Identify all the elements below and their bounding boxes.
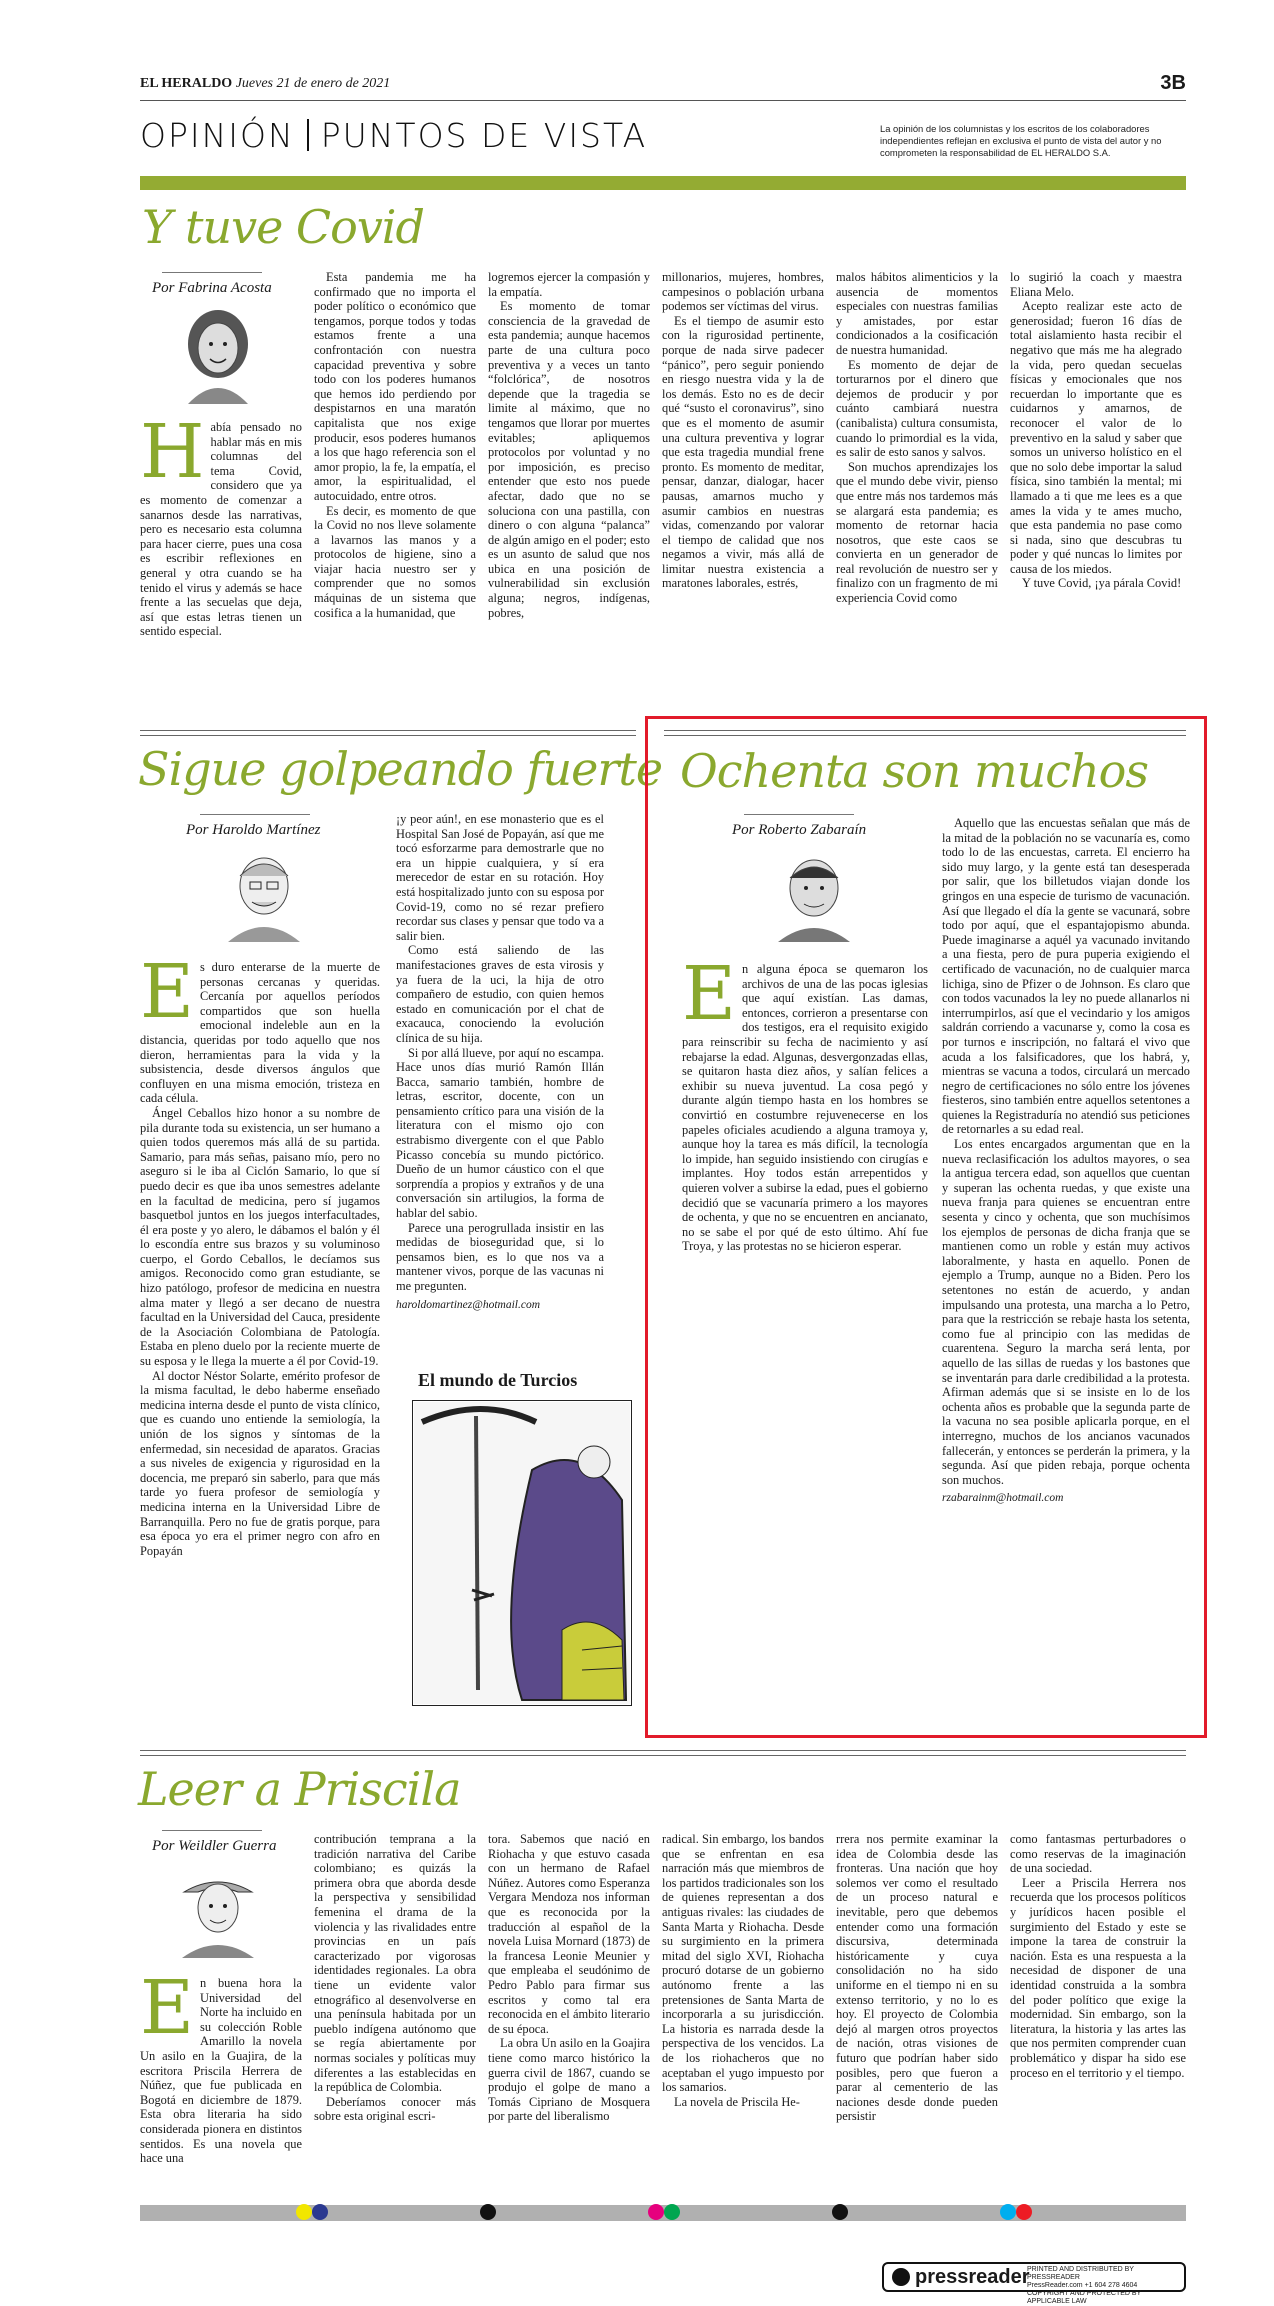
pressreader-info	[1027, 2266, 1183, 2306]
article-paragraph: como fantasmas perturbadores o como reservas de la imaginación de una sociedad.	[1010, 1832, 1186, 1876]
byline-rule	[744, 814, 854, 815]
article-paragraph: millonarios, mujeres, hombres, campesinos o población urbana podemos ser víctimas del virus.	[662, 270, 824, 314]
article-paragraph: ¡y peor aún!, en ese monasterio que es el Hospital San José de Popayán, así que me tocó esforzarme para demostrarle que no era un hippie cualquiera, y sí era merecedor de estar en su rotación. Hoy está hospitalizado junto con su esposa por Covid-19, como no sé rezar prefiero recordar sus clases y pensar que todo va a salir bien.	[396, 812, 604, 943]
press-line: PRINTED AND DISTRIBUTED BY PRESSREADER	[1027, 2266, 1134, 2281]
article-title-priscila: Leer a Priscila	[138, 1762, 461, 1816]
article-column	[682, 962, 928, 1382]
article-column	[140, 420, 302, 690]
article-column	[836, 1832, 998, 2188]
author-email[interactable]: haroldomartinez@hotmail.com	[396, 1298, 540, 1311]
registration-dot	[648, 2204, 664, 2220]
registration-dot	[480, 2204, 496, 2220]
article-paragraph: Deberíamos conocer más sobre esta original escri-	[314, 2094, 476, 2124]
article-text: n alguna época se quemaron los archivos de una de las pocas iglesias que aquí existían. Las damas, entonces, corrieron a presentarse con dos testigos, era el requisito exigido para reinscribir su fecha de nacimiento y así rebajarse la edad. Algunas, desvergonzadas ellas, se quitaron hasta diez años, y salían felices a exhibir su nueva juventud. La cosa pegó y durante algún tiempo hasta en los hombres se convirtió en costumbre rejuvenecerse en los papeles oficiales acudiendo a alguna tramoya y, aunque hoy la tarea es más difícil, la tecnología lo impide, han seguido insistiendo con cirugías e implantes. Hoy todos están arrepentidos y quieren volver a subirse la edad, pues el gobierno decidió que se vacunaría primero a los mayores de ochenta, y que no se encuentren en ancianato, no se sabe el por qué de esto último. Ahí fue Troya, y las protestas no se hicieron esperar.	[682, 962, 928, 1254]
masthead	[140, 76, 390, 92]
byline-covid: Por Fabrina Acosta	[152, 280, 272, 296]
article-paragraph: radical. Sin embargo, los bandos que se enfrentan en esa narración más que miembros de los partidos tradicionales son los de quienes representan a dos antiguas rivales: las ciudades de Santa Marta y Riohacha. Desde su surgimiento en la primera mitad del siglo XVI, Riohacha procuró dotarse de un gobierno autónomo frente a las pretensiones de Santa Marta de incorporarla a su jurisdicción. La historia es narrada desde la perspectiva de los vencidos. La de los riohacheros que no aceptaban el yugo impuesto por los samarios.	[662, 1832, 824, 2095]
drop-cap: E	[682, 962, 737, 1037]
article-paragraph: lo sugirió la coach y maestra Eliana Melo.	[1010, 270, 1182, 299]
drop-cap: E	[140, 960, 195, 1035]
author-email[interactable]: rzabarainm@hotmail.com	[942, 1492, 1064, 1505]
section-divider	[140, 730, 636, 736]
article-paragraph: Acepto realizar este acto de generosidad; fueron 16 días de total aislamiento hasta recibir el negativo que más me ha alegrado la vida, pero quedan secuelas físicas y emocionales que nos recuerdan lo importante que es cuidarnos y amarnos, de reconocer el valor de lo preventivo en la salud y saber que somos un universo holístico en el que no solo debe importar la salud física, sino también la mental; mi llamado a ti que me lees es a que ames la vida y te ames mucho, que esta pandemia no pase como si nada, sino que descubras tu poder y qué nuncas lo limites por causa de los miedos.	[1010, 299, 1182, 576]
article-column	[314, 1832, 476, 2188]
byline-rule	[162, 1830, 262, 1831]
pressreader-brand: pressreader	[915, 2266, 1030, 2288]
article-column	[662, 270, 824, 690]
article-paragraph: Aquello que las encuestas señalan que más de la mitad de la población no se vacunaría es, como todo lo de las encuestas, carreta. El encierro ha sido muy largo, y la gente está tan desesperada por salir, que los billetudos viajan donde los gringos en una especie de turismo de vacunación. Así que llegado el día la gente se vacunará, sobre todo por aquí, que el espantajopismo abunda. Puede imaginarse a aquél ya vacunado invitando a una fiesta, pero de pura puperia exigiendo el certificado de vacunación, no de cualquier marca lichiga, sino de Pfizer o de Johnson. Es claro que con todos vacunados la ley no puede allanarlos ni interrumpirlos, así que el vecindario y los amigos saldrán corriendo a vacunarse y, como la cosa es por turnos e inscripción, no faltará el vivo que acuda a los falsificadores, que los habrá, y, mientras se vacuna a todos, circulará un mercado negro de certificaciones no sólo entre los jóvenes fiesteros, sino también entre aquellos setentones a quienes la Registraduría no atendió sus peticiones de retornarles a su edad real.	[942, 816, 1190, 1137]
accent-bar	[140, 176, 1186, 190]
article-paragraph: Parece una perogrullada insistir en las medidas de bioseguridad que, si lo pensamos bien, es lo que nos va a mantener vivos, porque de las vacunas ni me pregunten.	[396, 1220, 604, 1293]
header-rule	[140, 100, 1186, 101]
newspaper-name: EL HERALDO	[140, 76, 233, 91]
article-paragraph: Es decir, es momento de que la Covid no nos lleve solamente a lavarnos las manos y a protocolos de higiene, sino a viajar hacia nuestro ser y comprender que no somos máquinas de un sistema que cosifica a la humanidad, que	[314, 503, 476, 620]
article-text: abía pensado no hablar más en mis columnas del tema Covid, considero que ya es momento de comenzar a sanarnos desde las narrativas, pero es necesario esta columna para hacer cierre, pues una cosa es escribir reflexiones en general y otra cuando se ha tenido el virus y además se hace frente a las secuelas que deja, así que estas letras tienen un sentido especial.	[140, 420, 302, 639]
registration-dot	[1000, 2204, 1016, 2220]
article-paragraph: Ángel Ceballos hizo honor a su nombre de pila durante toda su existencia, un ser humano a quien todos queremos más allá de su partida. Samario, para más señas, paisano mío, pero no aseguro si le iba al Ciclón Samario, lo que sí puedo decir es que iba unos semestres adelante en la facultad de medicina, pero sí jugamos basquetbol juntos en los juegos interfacultades, él era poste y yo alero, le dábamos el balón y él lo escondía entre sus brazos y su voluminoso cuerpo, el Gordo Ceballos, le decíamos sus amigos. Reconocido como gran estudiante, se hizo patólogo, profesor de medicina en nuestra alma mater y llegó a ser decano de nuestra facultad en la Universidad del Cauca, presidente de la Asociación Colombiana de Patología. Estaba en pleno duelo por la reciente muerte de su esposa y le llega la muerte a él por Covid-19.	[140, 1105, 380, 1369]
article-paragraph: Leer a Priscila Herrera nos recuerda que los procesos políticos y jurídicos hacen posible el surgimiento del Estado y este se impone la tarea de construir la nación. Esta es una respuesta a la necesidad de disponer de una identidad construida a la sombra del poder político que exige la modernidad. Sin embargo, son la literatura, la historia y las artes las que nos permiten comprender cuan problemático y dispar ha sido ese proceso en el territorio y el tiempo.	[1010, 1875, 1186, 2080]
cartoon-illustration	[412, 1400, 632, 1706]
article-paragraph: La obra Un asilo en la Goajira tiene como marco histórico la guerra civil de 1867, cuando se produjo el golpe de mano a Tomás Cipriano de Mosquera por parte del liberalismo	[488, 2036, 650, 2124]
section-left: OPINIÓN	[140, 116, 295, 155]
article-paragraph: La novela de Priscila He-	[674, 2094, 800, 2109]
article-title-golpeando: Sigue golpeando fuerte	[138, 742, 663, 796]
article-paragraph: Es el tiempo de asumir esto con la rigurosidad pertinente, porque de nada sirve padecer “pánico”, pero seguir poniendo en riesgo nuestra vida y la de los demás. Esto no es de decir qué “susto el coronavirus”, sino que es el momento de asumir una cultura preventiva y lograr que esta tragedia mundial frene pronto. Es momento de meditar, pensar, danzar, dialogar, hacer pausas, amarnos mucho y asumir cambios en nuestras vidas, comenzando por valorar el tiempo de calidad que nos negamos a vivir, más allá de limitar nuestra existencia a maratones laborales, estrés,	[662, 313, 824, 591]
article-text: n buena hora la Universidad del Norte ha incluido en su colección Roble Amarillo la novela Un asilo en la Guajira, de la escritora Priscila Herrera de Núñez, que fue publicada en Bogotá en diciembre de 1879. Esta obra literaria ha sido considerada pionera en distintos sentidos. Es una novela que hace una	[140, 1976, 302, 2166]
registration-dot	[832, 2204, 848, 2220]
article-paragraph: malos hábitos alimenticios y la ausencia de momentos especiales con nuestras familias y amistades, por estar condicionados a la cosificación de nuestra humanidad.	[836, 270, 998, 357]
article-paragraph: Son muchos aprendizajes los que el mundo debe vivir, pienso que entre más nos tardemos más se alargará esta pandemia; es momento de retornar hacia nosotros, que este caos se convierta en un generador de real revolución de nuestro ser y finalizo con un fragmento de mi experiencia Covid como	[836, 459, 998, 606]
registration-dot	[664, 2204, 680, 2220]
article-column	[314, 270, 476, 690]
article-paragraph: Si por allá llueve, por aquí no escampa. Hace unos días murió Ramón Illán Bacca, samario también, hombre de letras, escritor, docente, con un pensamiento crítico para una visión de la literatura con el mismo ojo con estrabismo divergente con el que Pablo Picasso concebía su mundo pictórico. Dueño de un humor cáustico con el que sorprendía a propios y extraños y de una conversación sin artilugios, la forma de hablar del sabio.	[396, 1045, 604, 1221]
issue-date: Jueves 21 de enero de 2021	[235, 76, 391, 91]
article-column	[942, 816, 1190, 1718]
article-paragraph: Al doctor Néstor Solarte, emérito profesor de la misma facultad, le debo haberme enseñado medicina interna desde el punto de vista clínico, que es cuando uno entiende la semiología, la unión de los signos y síntomas de la enfermedad, sin necesidad de aparatos. Gracias a sus niveles de exigencia y rigurosidad en la docencia, me preparó sin saberlo, para que más tarde yo fuera profesor de semiología y medicina interna en la Universidad Libre de Barranquilla. Pero no fue de gratis porque, para esa época yo era el primer negro con afro en Popayán	[140, 1368, 380, 1558]
section-divider	[140, 1750, 1186, 1756]
article-paragraph: Es momento de dejar de torturarnos por el dinero que dejemos de producir y por cuánto cambiará nuestra (canibalista) cultura consumista, cuando lo primordial es la vida, es salir de esto sanos y salvos.	[836, 357, 998, 460]
article-paragraph: logremos ejercer la compasión y la empatía.	[488, 270, 650, 299]
author-portrait	[772, 846, 856, 942]
registration-dot	[312, 2204, 328, 2220]
article-paragraph: tora. Sabemos que nació en Riohacha y que estuvo casada con un hermano de Rafael Núñez. Autores como Esperanza Vergara Mendoza nos informan que es reconocida por la traducción al español de la novela Luisa Mornard (1873) de la francesa Leonie Meunier y que empleaba el seudónimo de Pedro Pablo para firmar sus escritos y como tal era reconocida en el ámbito literario de su época.	[488, 1832, 650, 2036]
article-column	[140, 960, 380, 1706]
article-column	[488, 1832, 650, 2188]
author-portrait	[222, 846, 306, 942]
article-paragraph: contribución temprana a la tradición narrativa del Caribe colombiano; es quizás la primera obra que aborda desde la perspectiva y sensibilidad femenina el drama de la violencia y las rivalidades entre provincias en un país caracterizado por vigorosas identidades regionales. La obra tiene un evidente valor etnográfico al desenvolverse en una península habitada por un pueblo indígena autónomo que se regía abiertamente por normas sociales y políticas muy diferentes a las establecidas en la república de Colombia.	[314, 1832, 476, 2095]
article-column	[140, 1976, 302, 2188]
article-column	[836, 270, 998, 690]
article-column	[1010, 1832, 1186, 2188]
article-column	[1010, 270, 1182, 690]
article-paragraph: Esta pandemia me ha confirmado que no importa el poder político o económico que tengamos, porque todos y todas estamos frente a una confrontación con nuestra capacidad preventiva y sobre todo con los poderes humanos que hemos ido perdiendo por despistarnos en una maratón capitalista que nos exige producir, esos poderes humanos a los que hago referencia son el amor propio, la fe, la empatía, el amor, la espiritualidad, el autocuidado, entre otros.	[314, 270, 476, 503]
article-column	[396, 812, 604, 1346]
article-paragraph: rrera nos permite examinar la idea de Colombia desde las fronteras. Una nación que hoy solemos ver como el resultado de un proceso natural e inevitable, pero que debemos entender como una formación discursiva, determinada históricamente y cuya consolidación no ha sido uniforme en el tiempo ni en su extenso territorio, y no lo es hoy. El proyecto de Colombia dejó al margen otros proyectos de nación, otras visiones de futuro que podrían haber sido posibles, pero que fueron a parar al cementerio de las naciones desde donde pueden persistir	[836, 1832, 998, 2124]
section-title	[140, 116, 647, 155]
author-portrait	[176, 1862, 260, 1958]
article-title-ochenta: Ochenta son muchos	[680, 744, 1148, 798]
section-separator	[307, 119, 309, 151]
disclaimer: La opinión de los columnistas y los escritos de los colaboradores independientes reflejan en exclusiva el punto de vista del autor y no comprometen la responsabilidad de EL HERALDO S.A.	[880, 123, 1162, 158]
page-number: 3B	[1160, 72, 1186, 94]
press-line: COPYRIGHT AND PROTECTED BY APPLICABLE LAW	[1027, 2290, 1142, 2305]
pressreader-icon	[892, 2268, 910, 2286]
article-paragraph: Y tuve Covid, ¡ya párala Covid!	[1022, 576, 1182, 591]
pressreader-badge[interactable]	[882, 2262, 1186, 2305]
byline-priscila: Por Weildler Guerra	[152, 1838, 277, 1854]
cartoon-title: El mundo de Turcios	[418, 1370, 578, 1390]
article-paragraph: Es momento de tomar consciencia de la gravedad de esta pandemia; aunque hacemos parte de una cultura poco preventiva y a veces un tanto “folclórica”, de nosotros depende que la tragedia se limite al máximo, que no tengamos que llorar por muertes evitables; apliquemos protocolos por voluntad y no por imposición, es preciso entender que esto nos puede afectar, dado que no se soluciona con una pastilla, con dinero o con alguna “palanca” de algún amigo en el poder; esto es un asunto de salud que nos ubica en una posición de vulnerabilidad sin exclusión alguna; negros, indígenas, pobres,	[488, 299, 650, 620]
article-paragraph: Los entes encargados argumentan que en la nueva reclasificación los adultos mayores, o sea la antigua tercera edad, son aquellos que cuentan y superan las ochenta ruedas, y que existe una nueva franja para quienes se encuentran entre sesenta y cinco y ochenta, que son muchísimos los ejemplos de personas de dicha franja que se mantienen como un roble y están muy activos laboralmente, y hasta en aquello. Ponen de ejemplo a Trump, aunque no a Biden. Pero los setentones no están de acuerdo, y andan impulsando una protesta, una marcha a lo Petro, para que la restricción se rebaje hasta los setenta, como fue al principio con las medidas de cuarentena. Seguro la marcha será lenta, por aquello de las sillas de ruedas y los bastones que se inventarán para darle credibilidad a la protesta. Afirman además que si se insiste en lo de los ochenta años es probable que la segunda parte de la vacuna no sea posible aplicarla porque, en el interregno, muchos de los ancianos vacunados fallecerán, y entonces se perderán la primera, y la segunda. Así que piden rebaja, porque ochenta son muchos.	[942, 1137, 1190, 1487]
article-column	[488, 270, 650, 690]
byline-rule	[200, 814, 310, 815]
registration-dot	[1016, 2204, 1032, 2220]
press-line: PressReader.com +1 604 278 4604	[1027, 2282, 1138, 2289]
drop-cap: E	[140, 1976, 195, 2051]
byline-ochenta: Por Roberto Zabaraín	[732, 822, 867, 838]
pressreader-logo	[892, 2266, 1030, 2289]
section-right: PUNTOS DE VISTA	[320, 116, 648, 155]
registration-dot	[296, 2204, 312, 2220]
article-paragraph: Como está saliendo de las manifestaciones graves de esta virosis y ya fuera de la uci, la hija de otro compañero de estudio, con quien hemos estado en comunicación por el chat de exacauca, conociendo la evolución clínica de su hija.	[396, 943, 604, 1045]
article-text: s duro enterarse de la muerte de personas cercanas y queridas. Cercanía por aquellos períodos compartidos que son huella emocional indeleble aun en la distancia, queridas por todo aquello que nos dieron, herramientas para la vida y la subsistencia, desde diversos ángulos que confluyen en una misma emoción, tristeza en cada célula.	[140, 960, 380, 1106]
byline-rule	[162, 272, 262, 273]
article-column	[662, 1832, 824, 2188]
author-portrait	[178, 304, 258, 404]
byline-golpeando: Por Haroldo Martínez	[186, 822, 321, 838]
drop-cap: H	[140, 420, 205, 495]
article-title-covid: Y tuve Covid	[142, 200, 424, 254]
